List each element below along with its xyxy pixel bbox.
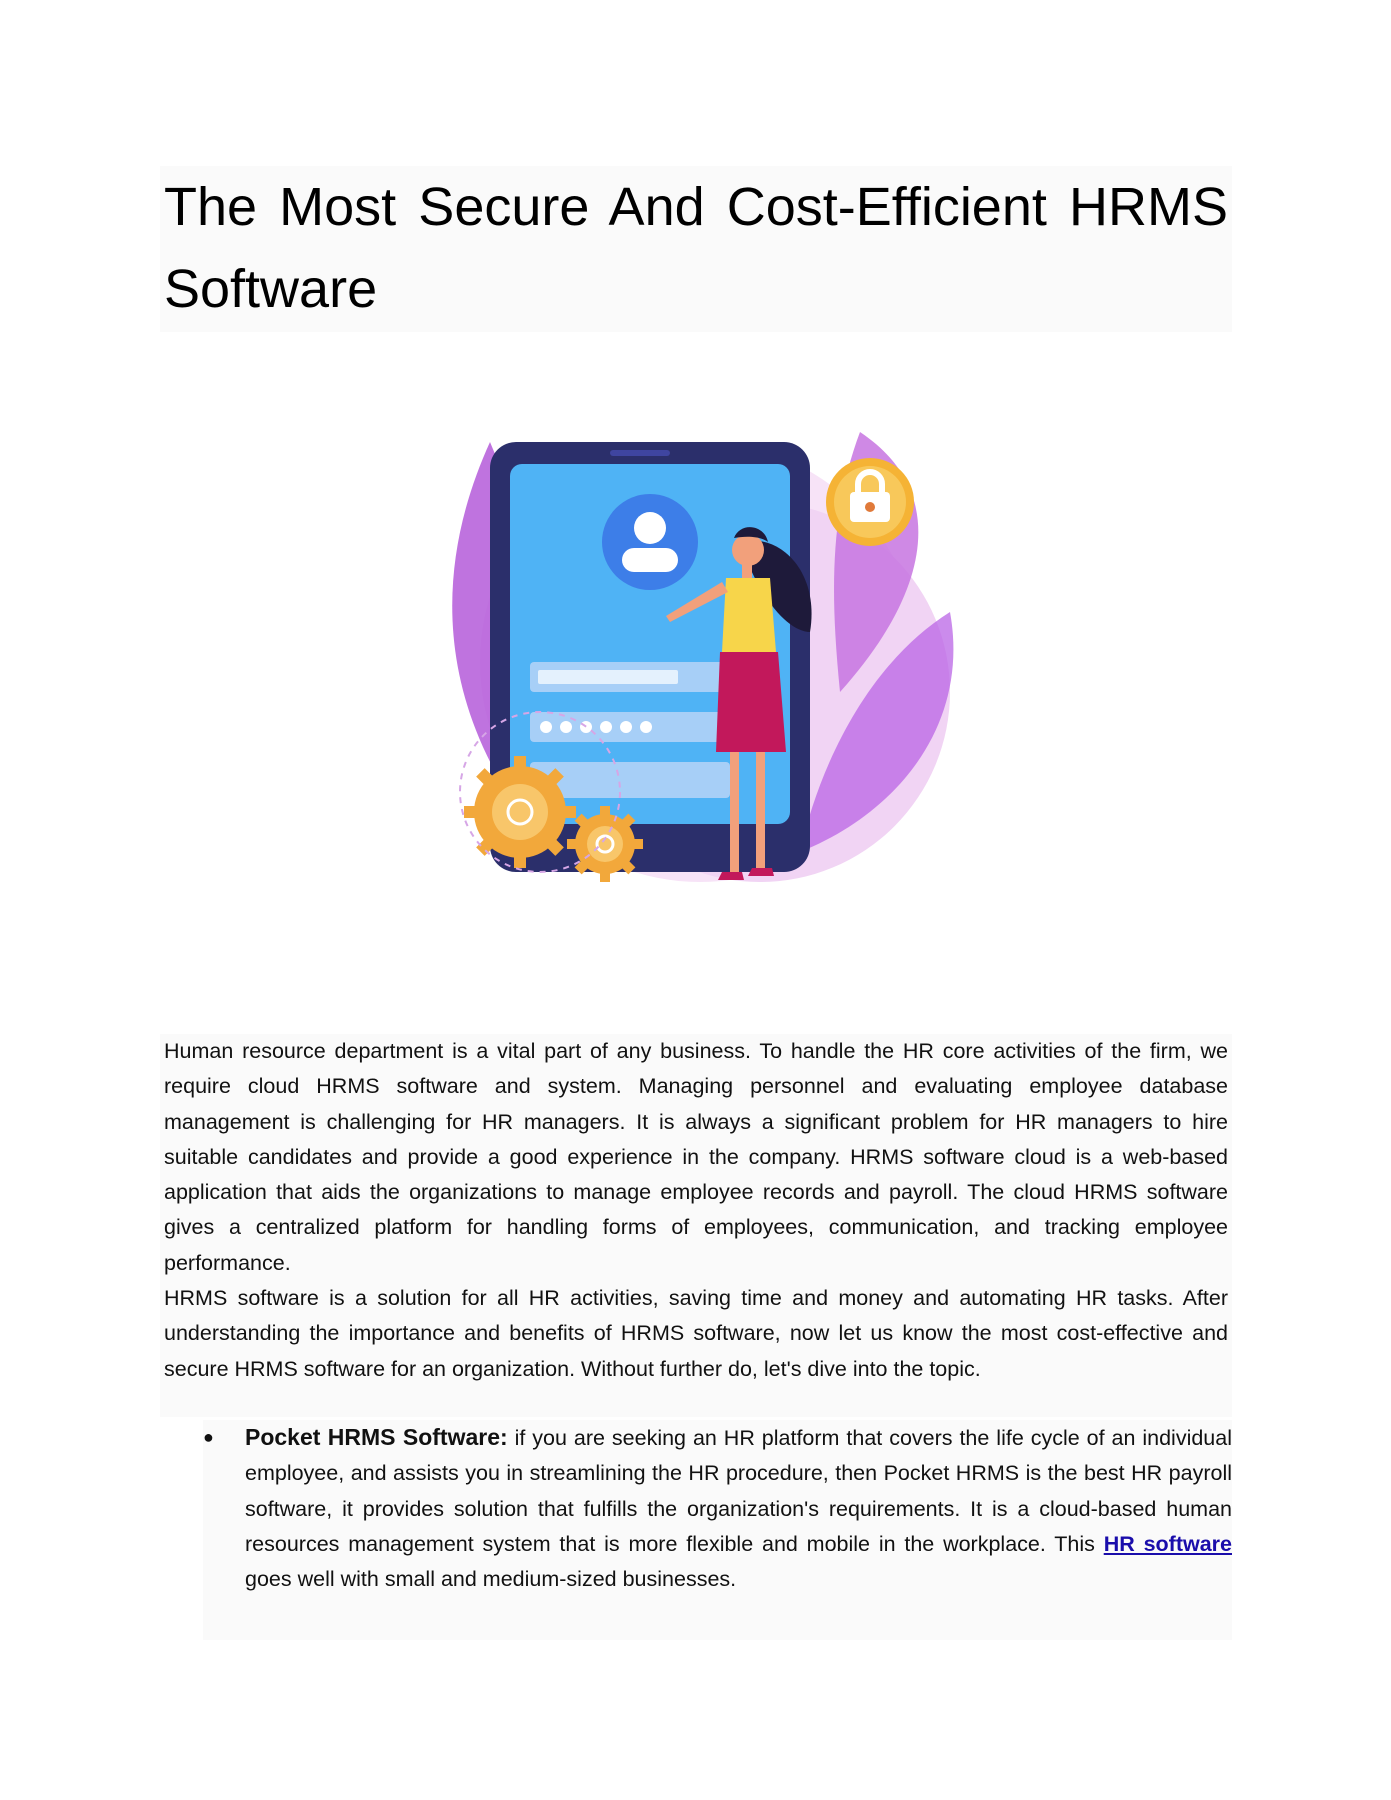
secure-login-illustration-icon [430, 432, 970, 892]
list-item-body-end: goes well with small and medium-sized businesses. [245, 1567, 737, 1592]
list-item-title: Pocket HRMS Software: [245, 1424, 508, 1450]
list-item [203, 1420, 1232, 1597]
page-title: The Most Secure And Cost-Efficient HRMS Software [164, 177, 1228, 319]
bullet-icon: ● [203, 1427, 214, 1447]
summary-paragraph: HRMS software is a solution for all HR activities, saving time and money and automating HR tasks. After understanding the importance and benefits of HRMS software, now let us know the most cost-effective and secure HRMS software for an organization. Without further do, let's dive into the topic. [164, 1286, 1228, 1381]
software-list [203, 1420, 1232, 1597]
intro-paragraph: Human resource department is a vital part of any business. To handle the HR core activities of the firm, we require cloud HRMS software and system. Managing personnel and evaluating employee database management is challenging for HR managers. It is always a significant problem for HR managers to hire suitable candidates and provide a good experience in the company. HRMS software cloud is a web-based application that aids the organizations to manage employee records and payroll. The cloud HRMS software gives a centralized platform for handling forms of employees, communication, and tracking employee performance. [164, 1039, 1228, 1275]
title-block [160, 166, 1232, 332]
hr-software-link[interactable]: HR software [1103, 1531, 1232, 1556]
software-list-block [203, 1420, 1232, 1640]
list-item-body: if you are seeking an HR platform that covers the life cycle of an individual employee, and assists you in streamlining the HR procedure, then Pocket HRMS is the best HR payroll software, it provides solution that fulfills the organization's requirements. It is a cloud-based human resources management system that is more flexible and mobile in the workplace. This [245, 1426, 1233, 1556]
body-text-block [160, 1034, 1232, 1417]
list-item-text [245, 1420, 1232, 1597]
